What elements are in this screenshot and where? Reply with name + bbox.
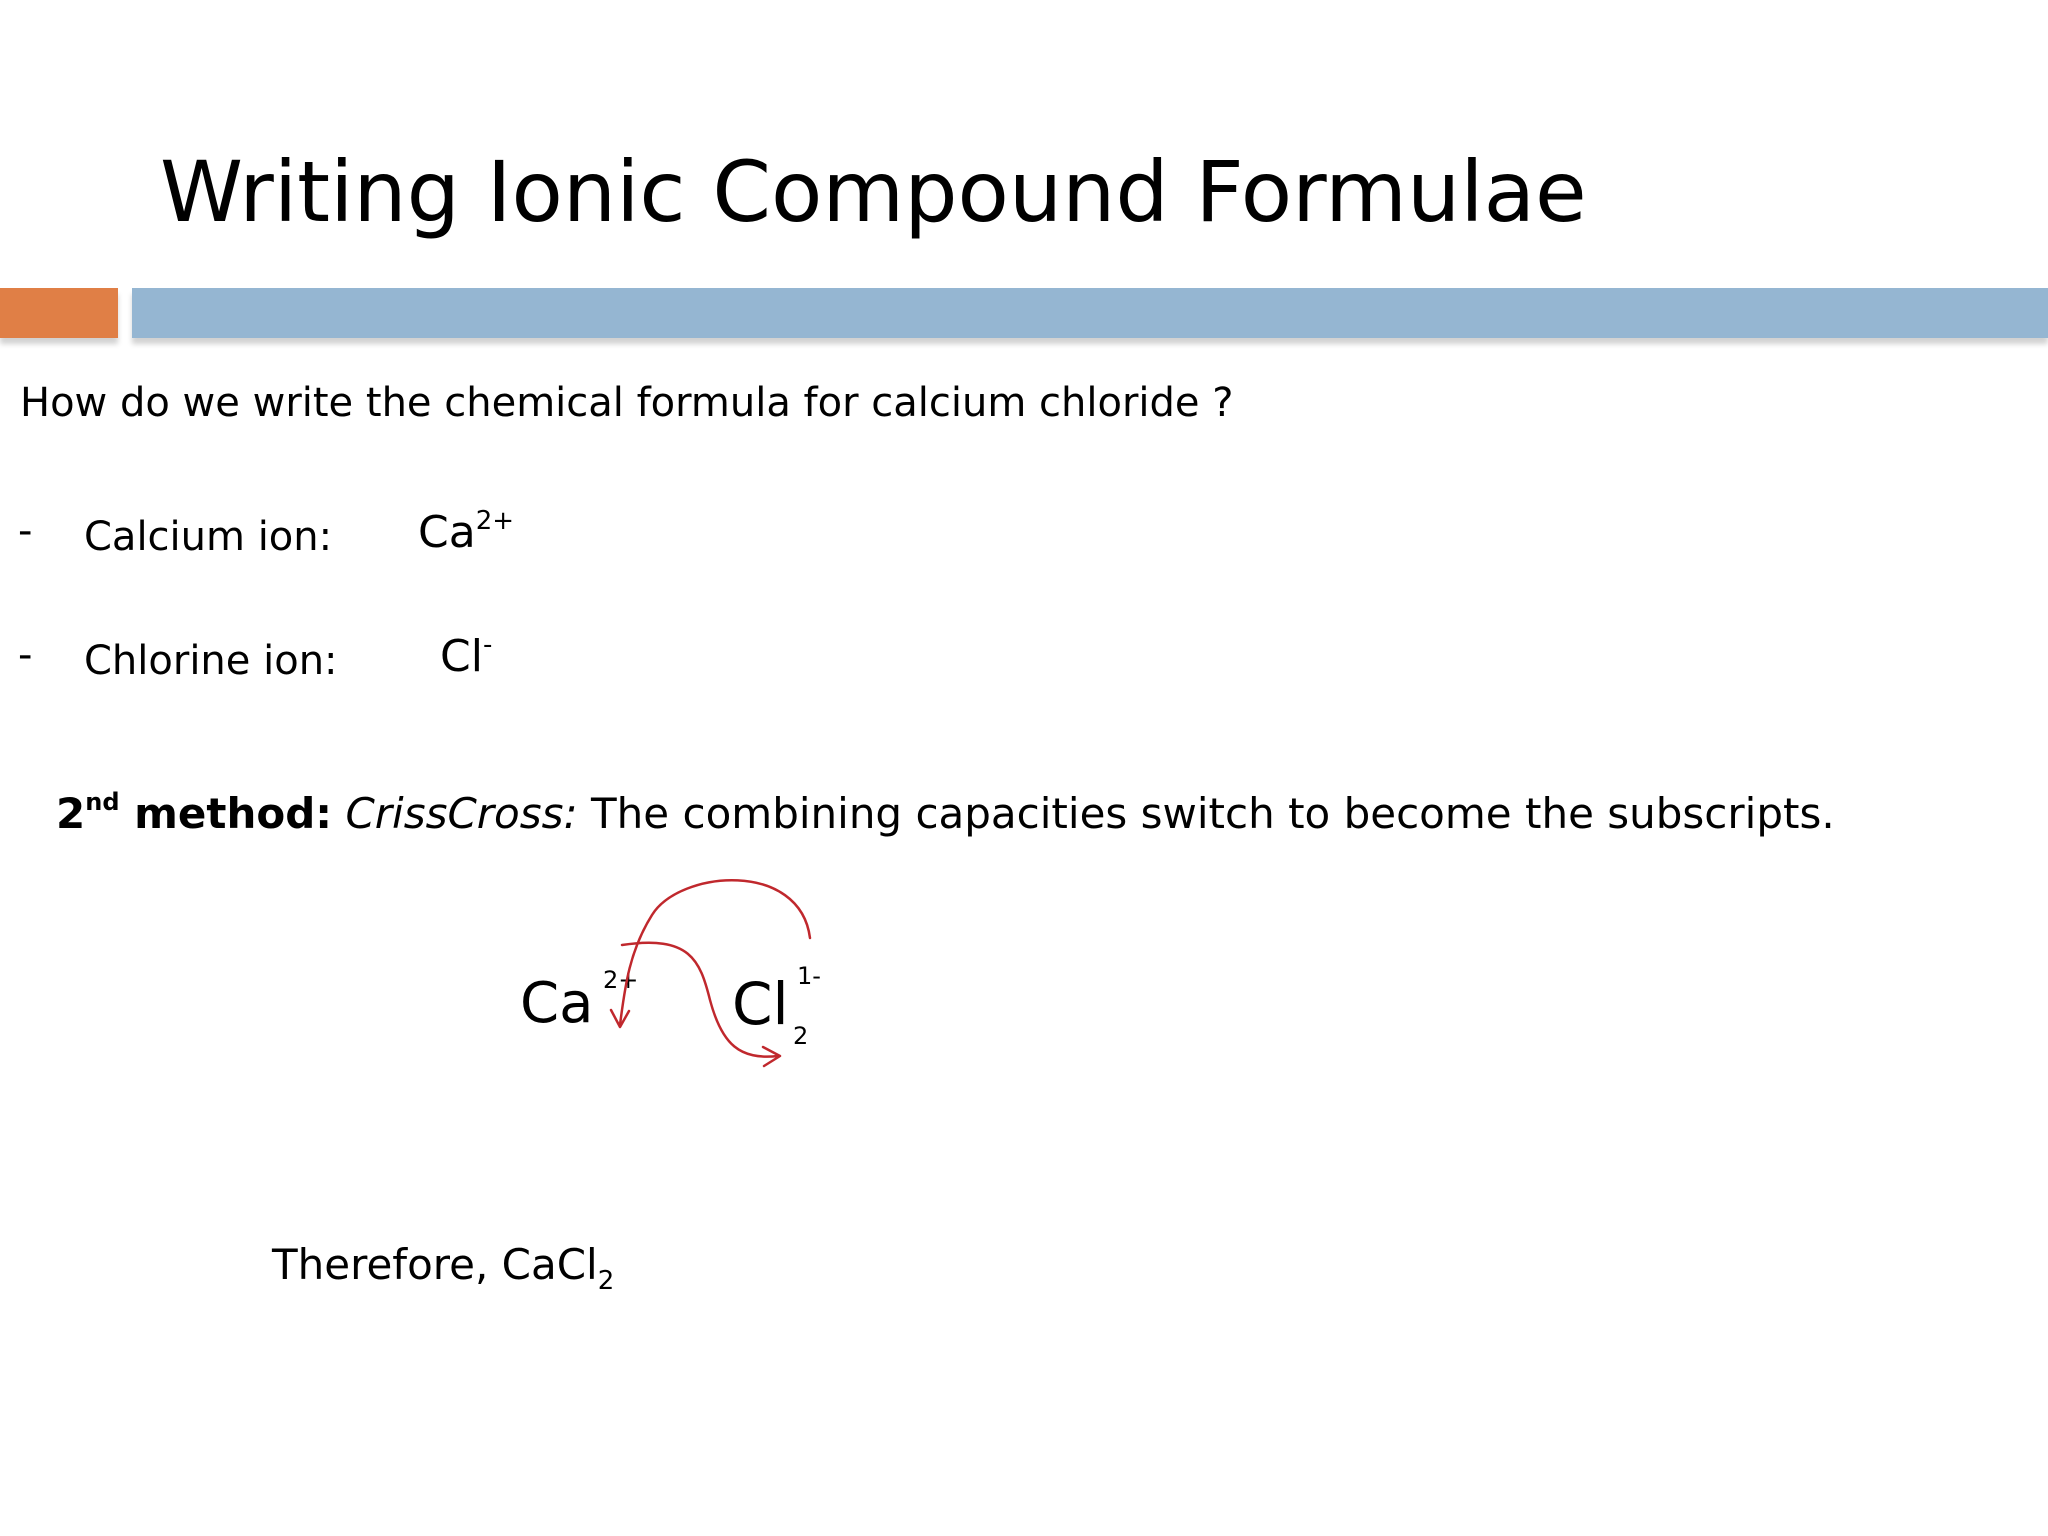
calcium-charge: 2+ <box>475 506 515 536</box>
crisscross-cation-charge: 2+ <box>603 966 639 994</box>
conclusion-text <box>272 1240 614 1296</box>
crisscross-anion-subscript: 2 <box>793 1022 809 1050</box>
method-description: The combining capacities switch to become the subscripts. <box>591 789 1835 838</box>
method-ordinal-suffix: nd <box>85 788 120 816</box>
crisscross-anion-symbol: Cl <box>732 970 789 1038</box>
chlorine-ion-label: Chlorine ion: <box>84 638 338 684</box>
chlorine-charge: - <box>482 630 493 660</box>
calcium-symbol: Ca <box>418 507 476 558</box>
calcium-ion-label: Calcium ion: <box>84 514 333 560</box>
chlorine-symbol: Cl <box>440 631 483 682</box>
slide-title: Writing Ionic Compound Formulae <box>160 143 1587 241</box>
method-name: CrissCross: <box>345 789 578 838</box>
question-text: How do we write the chemical formula for calcium chloride ? <box>20 380 1234 426</box>
conclusion-subscript: 2 <box>597 1266 615 1296</box>
crisscross-cation-symbol: Ca <box>520 971 594 1036</box>
conclusion-prefix: Therefore, CaCl <box>272 1240 598 1289</box>
method-ordinal: 2 <box>56 789 86 838</box>
bullet-dash: - <box>18 632 33 678</box>
method-label-text: method: <box>119 789 333 838</box>
crisscross-anion-charge: 1- <box>797 962 821 990</box>
bullet-dash: - <box>18 508 33 554</box>
